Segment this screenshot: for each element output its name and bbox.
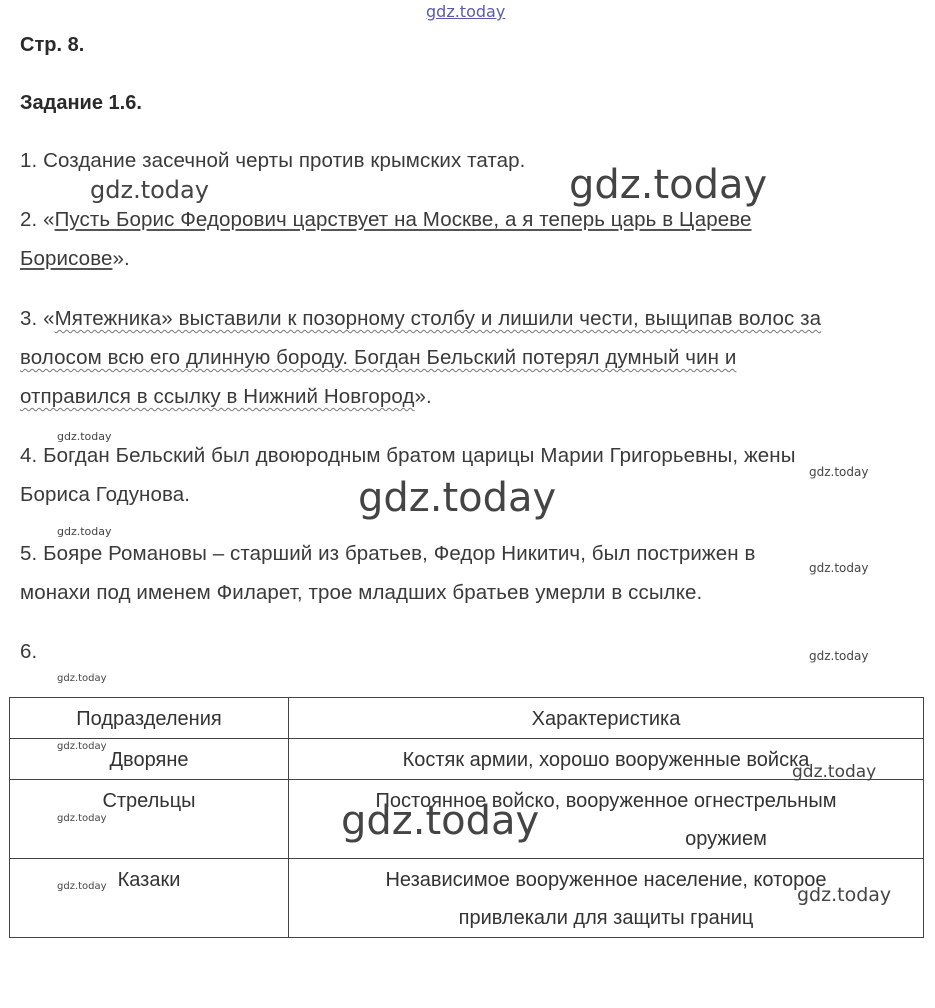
watermark: gdz.today: [57, 430, 112, 443]
description-line-1: Независимое вооруженное население, которое: [385, 869, 827, 891]
description-cell: Костяк армии, хорошо вооруженные войска: [289, 739, 924, 780]
table-header-row: [10, 698, 924, 739]
page-reference: Стр. 8.: [20, 34, 85, 56]
watermark: gdz.today: [809, 561, 869, 575]
answer-2-line-2: [20, 247, 130, 271]
header-units: Подразделения: [10, 698, 289, 739]
watermark: gdz.today: [792, 762, 877, 782]
answer-3-line-3: [20, 385, 432, 409]
watermark-top: gdz.today: [426, 2, 506, 21]
answer-2-quote-end: Борисове: [20, 247, 113, 270]
description-line-2: оружием: [685, 828, 767, 850]
answer-3-quote-end: отправился в ссылку в Нижний Новгород: [20, 385, 415, 408]
table-row: [10, 859, 924, 938]
answer-5-line-1: 5. Бояре Романовы – старший из братьев, Федор Никитич, был пострижен в: [20, 542, 756, 565]
answer-5-line-2: монахи под именем Филарет, трое младших братьев умерли в ссылке.: [20, 581, 703, 604]
watermark: gdz.today: [57, 813, 107, 824]
watermark: gdz.today: [809, 465, 869, 479]
answer-2-quote: Пусть Борис Федорович царствует на Москве, а я теперь царь в Цареве: [54, 208, 752, 231]
watermark: gdz.today: [57, 741, 107, 752]
answer-3-line-1: [20, 307, 821, 331]
answer-4-line-1: 4. Богдан Бельский был двоюродным братом царицы Марии Григорьевны, жены: [20, 444, 796, 467]
description-line-2: привлекали для защиты границ: [458, 907, 754, 929]
watermark: gdz.today: [90, 176, 209, 204]
header-characteristics: Характеристика: [289, 698, 924, 739]
watermark: gdz.today: [57, 525, 112, 538]
answer-1: 1. Создание засечной черты против крымских татар.: [20, 149, 526, 172]
answer-3-quote-mid: волосом всю его длинную бороду. Богдан Бельский потерял думный чин и: [20, 346, 737, 369]
unit-cell: Стрельцы: [10, 780, 289, 859]
answer-3-line-2: [20, 346, 736, 370]
answer-4-line-2: Бориса Годунова.: [20, 483, 191, 506]
answer-6-label: 6.: [20, 640, 38, 663]
answer-3-number: 3. «: [20, 307, 55, 330]
watermark: gdz.today: [569, 162, 768, 208]
unit-cell: Казаки: [10, 859, 289, 938]
watermark: gdz.today: [358, 475, 557, 521]
watermark: gdz.today: [797, 884, 892, 906]
answer-3-quote: Мятежника» выставили к позорному столбу и лишили чести, выщипав волос за: [54, 307, 822, 330]
watermark: gdz.today: [57, 881, 107, 892]
answer-2-line-1: [20, 208, 752, 232]
table-row: [10, 739, 924, 780]
watermark: gdz.today: [809, 649, 869, 663]
answer-2-closing: ».: [112, 247, 130, 270]
answer-2-number: 2. «: [20, 208, 55, 231]
description-line-1: Постоянное войско, вооруженное огнестрельным: [375, 790, 837, 812]
answer-3-closing: ».: [414, 385, 432, 408]
watermark: gdz.today: [57, 673, 107, 684]
task-title: Задание 1.6.: [20, 92, 142, 114]
watermark: gdz.today: [341, 798, 540, 844]
unit-cell: Дворяне: [10, 739, 289, 780]
